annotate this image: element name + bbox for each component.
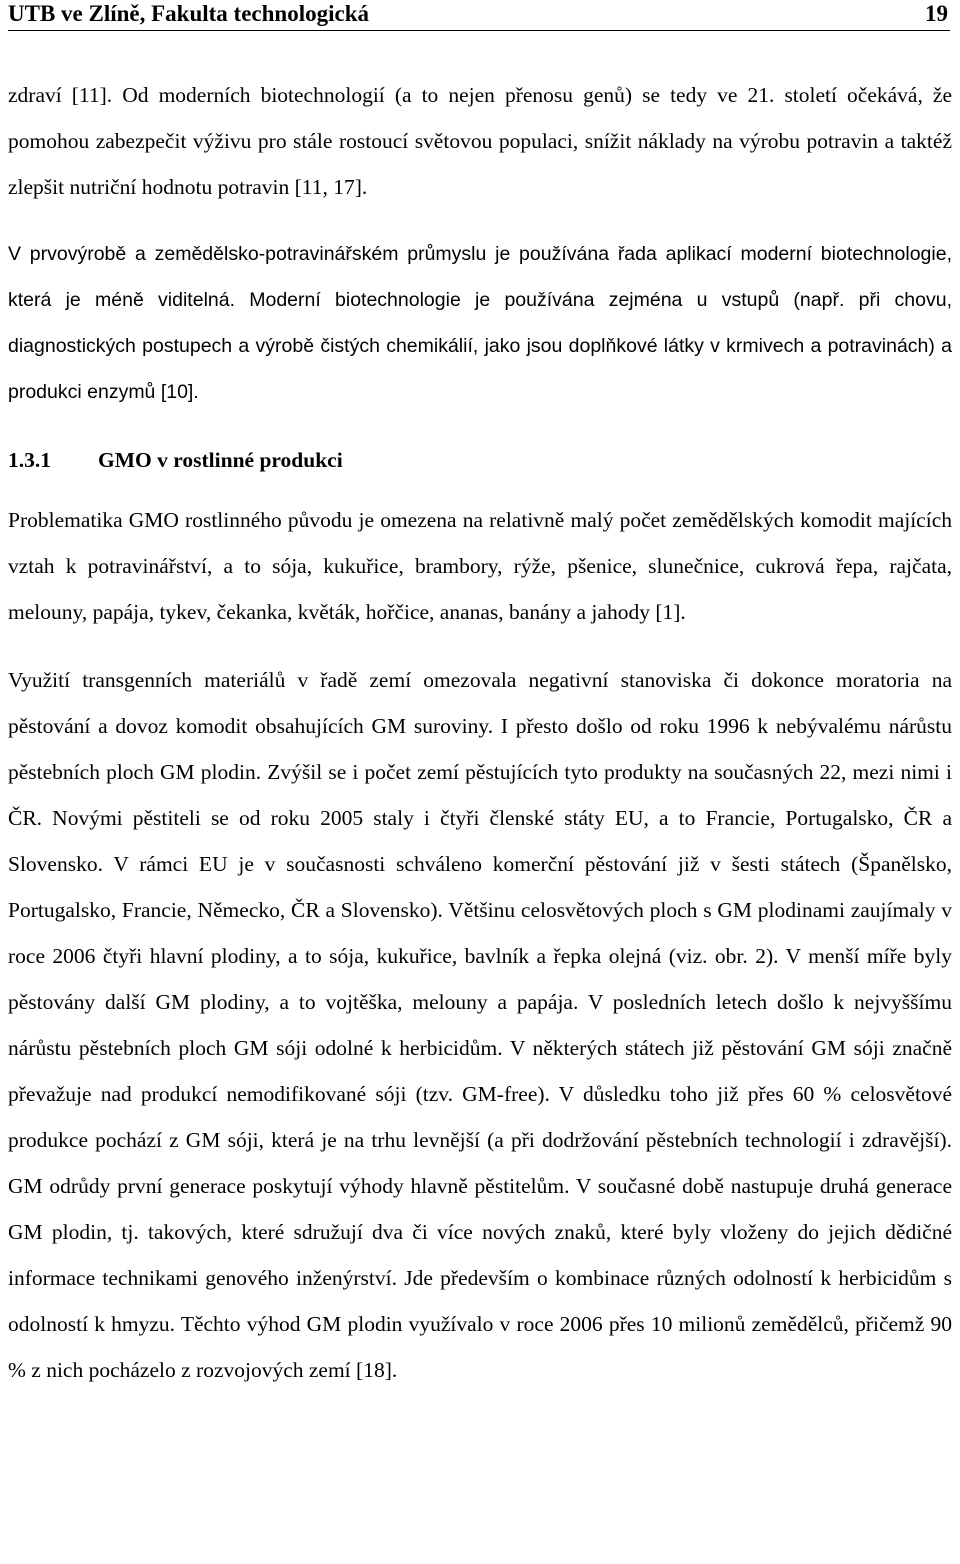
paragraph-biotech: V prvovýrobě a zemědělsko-potravinářském průmyslu je používána řada aplikací moderní biotechnologie, která je méně viditelná. Moderní biotechnologie je používána zejména u vstupů (např. při chovu, diagnostických postupech a výrobě čistých chemikálií, jako jsou doplňkové látky v krmivech a potravinách) a produkci enzymů [10]. (8, 243, 952, 403)
section-title: GMO v rostlinné produkci (98, 448, 343, 472)
header-title: UTB ve Zlíně, Fakulta technologická (8, 1, 369, 26)
paragraph-gmo-crops: Problematika GMO rostlinného původu je omezena na relativně malý počet zemědělských komodit majících vztah k potravinářství, a to sója, kukuřice, brambory, rýže, pšenice, slunečnice, cukrová řepa, rajčata, melouny, papája, tykev, čekanka, květák, hořčice, ananas, banány a jahody [1]. (8, 508, 952, 624)
page-number: 19 (925, 1, 948, 26)
paragraph-intro: zdraví [11]. Od moderních biotechnologií (a to nejen přenosu genů) se tedy ve 21. století očekává, že pomohou zabezpečit výživu pro stále rostoucí světovou populaci, snížit náklady na výrobu potravin a taktéž zlepšit nutriční hodnotu potravin [11, 17]. (8, 83, 952, 199)
page-body (8, 72, 952, 1393)
section-number: 1.3.1 (8, 448, 51, 472)
page-header (8, 0, 950, 31)
section-heading (8, 437, 952, 483)
paragraph-gmo-transgenic: Využití transgenních materiálů v řadě zemí omezovala negativní stanoviska či dokonce moratoria na pěstování a dovoz komodit obsahujících GM suroviny. I přesto došlo od roku 1996 k nebývalému nárůstu pěstebních ploch GM plodin. Zvýšil se i počet zemí pěstujících tyto produkty na současných 22, mezi nimi i ČR. Novými pěstiteli se od roku 2005 staly i čtyři členské státy EU, a to Francie, Portugalsko, ČR a Slovensko. V rámci EU je v současnosti schváleno komerční pěstování již v šesti státech (Španělsko, Portugalsko, Francie, Německo, ČR a Slovensko). Většinu celosvětových ploch s GM plodinami zaujímaly v roce 2006 čtyři hlavní plodiny, a to sója, kukuřice, bavlník a řepka olejná (viz. obr. 2). V menší míře byly pěstovány další GM plodiny, a to vojtěška, melouny a papája. V posledních letech došlo k nejvyššímu nárůstu pěstebních ploch GM sóji odolné k herbicidům. V některých státech již pěstování GM sóji značně převažuje nad produkcí nemodifikované sóji (tzv. GM-free). V důsledku toho již přes 60 % celosvětové produkce pochází z GM sóji, která je na trhu levnější (a při dodržování pěstebních technologií i zdravější). GM odrůdy první generace poskytují výhody hlavně pěstitelům. V současné době nastupuje druhá generace GM plodin, tj. takových, které sdružují dva či více nových znaků, které byly vloženy do jejich dědičné informace technikami genového inženýrství. Jde především o kombinace různých odolností k herbicidům s odolností k hmyzu. Těchto výhod GM plodin využívalo v roce 2006 přes 10 milionů zemědělců, přičemž 90 % z nich pocházelo z rozvojových zemí [18]. (8, 668, 952, 1382)
